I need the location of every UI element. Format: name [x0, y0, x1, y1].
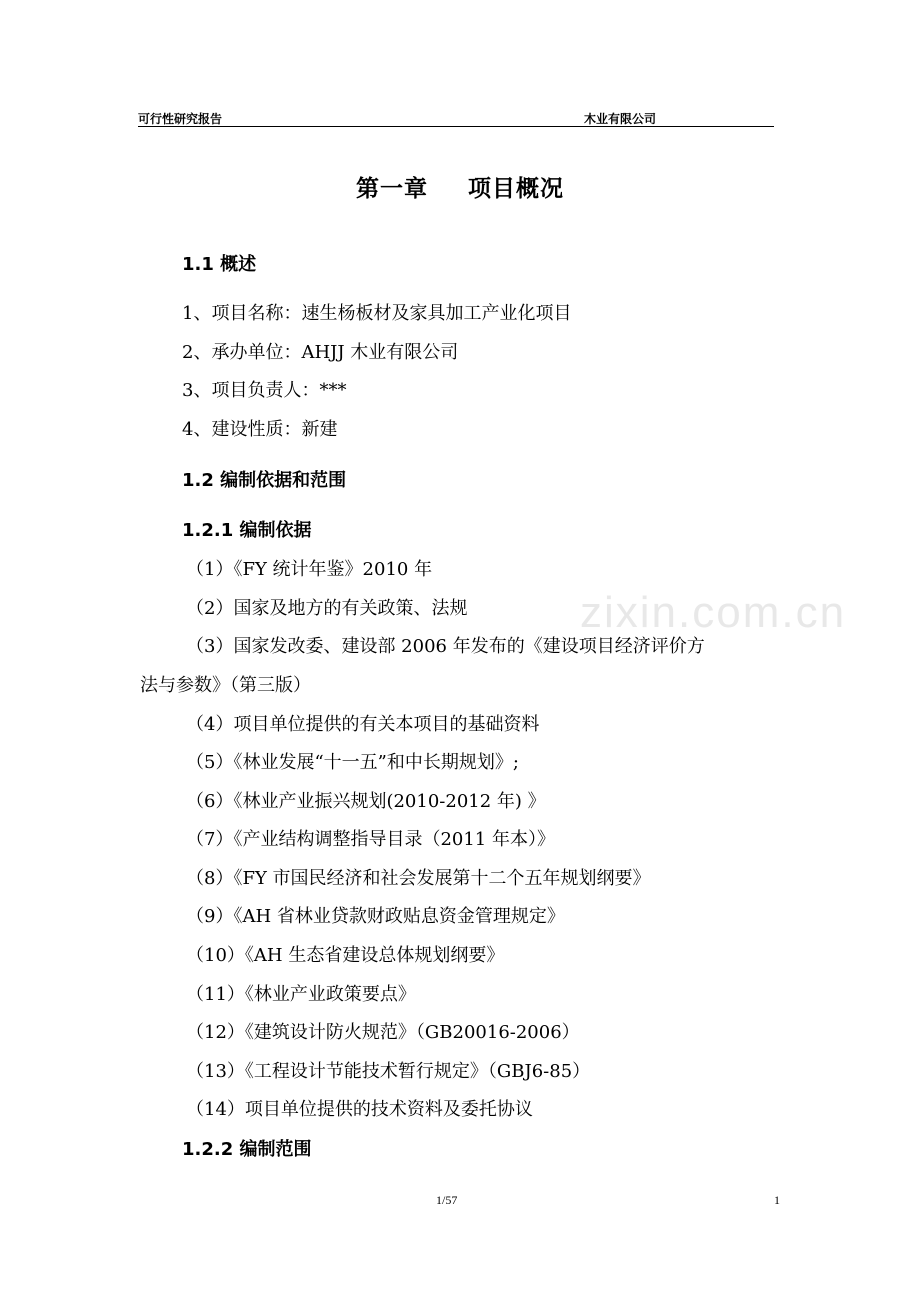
- header-company: 木业有限公司: [584, 112, 657, 126]
- basis-item-10: （10）《AH 生态省建设总体规划纲要》: [186, 945, 505, 966]
- chapter-title: [0, 170, 920, 203]
- section-heading-1-2-2: 1.2.2 编制范围: [182, 1139, 312, 1160]
- overview-item-undertaker: 2、承办单位：AHJJ 木业有限公司: [182, 342, 459, 363]
- basis-item-3: （3）国家发改委、建设部 2006 年发布的《建设项目经济评价方: [186, 636, 705, 657]
- basis-item-8: （8）《FY 市国民经济和社会发展第十二个五年规划纲要》: [186, 868, 651, 889]
- basis-item-2: （2）国家及地方的有关政策、法规: [186, 598, 468, 619]
- basis-item-12: （12）《建筑设计防火规范》（GB20016-2006）: [186, 1022, 580, 1043]
- watermark-text: zixin.com.cn: [580, 588, 847, 637]
- chapter-name: 项目概况: [468, 175, 564, 202]
- basis-item-3-continued: 法与参数》（第三版）: [140, 675, 311, 696]
- basis-item-9: （9）《AH 省林业贷款财政贴息资金管理规定》: [186, 906, 565, 927]
- page-header: [138, 112, 774, 127]
- footer-page-number: 1: [774, 1193, 780, 1207]
- overview-item-leader: 3、项目负责人：***: [182, 380, 347, 401]
- basis-item-4: （4）项目单位提供的有关本项目的基础资料: [186, 714, 540, 735]
- section-heading-1-1: 1.1 概述: [182, 254, 257, 275]
- basis-item-6: （6）《林业产业振兴规划(2010-2012 年) 》: [186, 791, 546, 812]
- section-heading-1-2: 1.2 编制依据和范围: [182, 470, 347, 491]
- footer-page-of-total: 1/57: [436, 1193, 458, 1207]
- basis-item-5: （5）《林业发展“十一五”和中长期规划》;: [186, 752, 519, 773]
- overview-item-nature: 4、建设性质：新建: [182, 419, 338, 440]
- basis-item-14: （14）项目单位提供的技术资料及委托协议: [186, 1099, 533, 1120]
- basis-item-1: （1）《FY 统计年鉴》2010 年: [186, 559, 433, 580]
- basis-item-7: （7）《产业结构调整指导目录（2011 年本）》: [186, 829, 555, 850]
- header-report-type: 可行性研究报告: [138, 112, 223, 126]
- basis-item-13: （13）《工程设计节能技术暂行规定》（GBJ6-85）: [186, 1061, 591, 1082]
- section-heading-1-2-1: 1.2.1 编制依据: [182, 520, 312, 541]
- basis-item-11: （11）《林业产业政策要点》: [186, 984, 416, 1005]
- chapter-number: 第一章: [356, 175, 428, 202]
- overview-item-project-name: 1、项目名称：速生杨板材及家具加工产业化项目: [182, 303, 572, 324]
